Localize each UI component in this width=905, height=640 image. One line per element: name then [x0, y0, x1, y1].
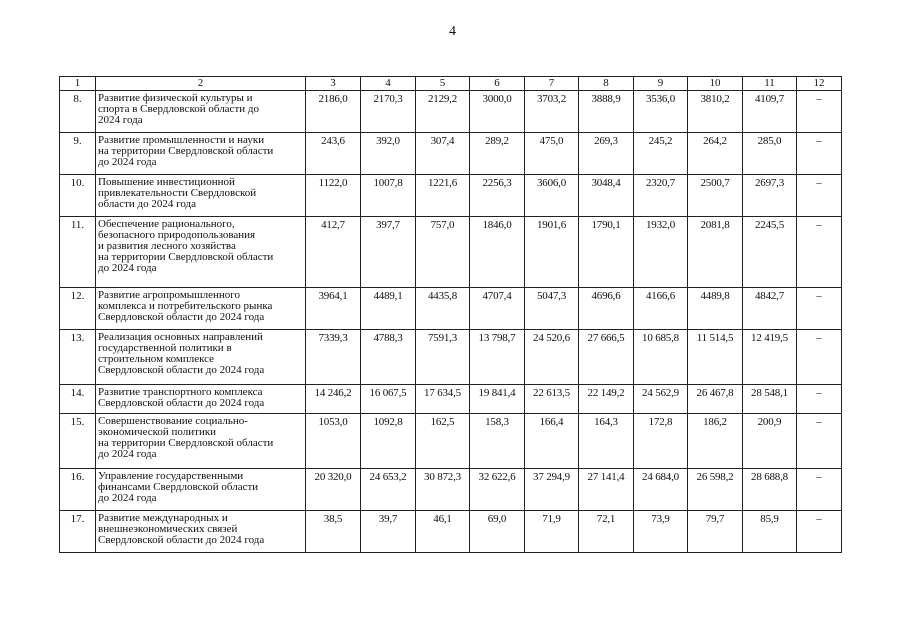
- value-cell: 72,1: [579, 511, 634, 553]
- value-cell: 85,9: [743, 511, 797, 553]
- value-cell: 158,3: [470, 414, 525, 469]
- value-cell: 16 067,5: [361, 385, 416, 414]
- value-cell: 412,7: [306, 217, 361, 288]
- value-cell: 28 688,8: [743, 469, 797, 511]
- header-cell: 2: [96, 77, 306, 91]
- value-cell: 27 666,5: [579, 330, 634, 385]
- dash-cell: –: [797, 330, 842, 385]
- value-cell: 392,0: [361, 133, 416, 175]
- value-cell: 1007,8: [361, 175, 416, 217]
- table-row: [60, 330, 842, 385]
- table-row: [60, 133, 842, 175]
- value-cell: 264,2: [688, 133, 743, 175]
- header-row: [60, 77, 842, 91]
- header-cell: 8: [579, 77, 634, 91]
- value-cell: 24 653,2: [361, 469, 416, 511]
- value-cell: 3703,2: [525, 91, 579, 133]
- program-name: Развитие физической культуры и спорта в Свердловской области до 2024 года: [96, 91, 306, 133]
- row-number: 13.: [60, 330, 96, 385]
- value-cell: 69,0: [470, 511, 525, 553]
- header-cell: 6: [470, 77, 525, 91]
- value-cell: 186,2: [688, 414, 743, 469]
- value-cell: 2256,3: [470, 175, 525, 217]
- value-cell: 245,2: [634, 133, 688, 175]
- value-cell: 4707,4: [470, 288, 525, 330]
- value-cell: 1901,6: [525, 217, 579, 288]
- row-number: 8.: [60, 91, 96, 133]
- value-cell: 285,0: [743, 133, 797, 175]
- row-number: 14.: [60, 385, 96, 414]
- row-number: 11.: [60, 217, 96, 288]
- dash-cell: –: [797, 288, 842, 330]
- value-cell: 20 320,0: [306, 469, 361, 511]
- header-cell: 9: [634, 77, 688, 91]
- header-cell: 5: [416, 77, 470, 91]
- value-cell: 10 685,8: [634, 330, 688, 385]
- program-name: Развитие агропромышленного комплекса и потребительского рынка Свердловской области до 2024 года: [96, 288, 306, 330]
- value-cell: 4489,1: [361, 288, 416, 330]
- value-cell: 79,7: [688, 511, 743, 553]
- dash-cell: –: [797, 175, 842, 217]
- programs-table: [59, 76, 842, 553]
- value-cell: 7591,3: [416, 330, 470, 385]
- dash-cell: –: [797, 385, 842, 414]
- value-cell: 22 613,5: [525, 385, 579, 414]
- value-cell: 269,3: [579, 133, 634, 175]
- dash-cell: –: [797, 217, 842, 288]
- dash-cell: –: [797, 414, 842, 469]
- value-cell: 4109,7: [743, 91, 797, 133]
- table-row: [60, 288, 842, 330]
- dash-cell: –: [797, 133, 842, 175]
- value-cell: 13 798,7: [470, 330, 525, 385]
- value-cell: 37 294,9: [525, 469, 579, 511]
- header-cell: 7: [525, 77, 579, 91]
- table-row: [60, 385, 842, 414]
- page-number: 4: [449, 24, 456, 39]
- table-row: [60, 414, 842, 469]
- value-cell: 1932,0: [634, 217, 688, 288]
- dash-cell: –: [797, 469, 842, 511]
- value-cell: 30 872,3: [416, 469, 470, 511]
- dash-cell: –: [797, 511, 842, 553]
- value-cell: 24 520,6: [525, 330, 579, 385]
- table-body: [60, 77, 842, 553]
- value-cell: 4489,8: [688, 288, 743, 330]
- header-cell: 3: [306, 77, 361, 91]
- value-cell: 28 548,1: [743, 385, 797, 414]
- value-cell: 26 598,2: [688, 469, 743, 511]
- value-cell: 166,4: [525, 414, 579, 469]
- value-cell: 73,9: [634, 511, 688, 553]
- value-cell: 4166,6: [634, 288, 688, 330]
- program-name: Развитие промышленности и науки на территории Свердловской области до 2024 года: [96, 133, 306, 175]
- value-cell: 475,0: [525, 133, 579, 175]
- value-cell: 162,5: [416, 414, 470, 469]
- value-cell: 3888,9: [579, 91, 634, 133]
- value-cell: 1053,0: [306, 414, 361, 469]
- value-cell: 4696,6: [579, 288, 634, 330]
- value-cell: 307,4: [416, 133, 470, 175]
- value-cell: 164,3: [579, 414, 634, 469]
- table-row: [60, 91, 842, 133]
- header-cell: 1: [60, 77, 96, 91]
- value-cell: 12 419,5: [743, 330, 797, 385]
- row-number: 16.: [60, 469, 96, 511]
- value-cell: 32 622,6: [470, 469, 525, 511]
- header-cell: 4: [361, 77, 416, 91]
- program-name: Развитие транспортного комплекса Свердловской области до 2024 года: [96, 385, 306, 414]
- value-cell: 4435,8: [416, 288, 470, 330]
- value-cell: 2170,3: [361, 91, 416, 133]
- value-cell: 2320,7: [634, 175, 688, 217]
- value-cell: 3964,1: [306, 288, 361, 330]
- value-cell: 24 684,0: [634, 469, 688, 511]
- value-cell: 2500,7: [688, 175, 743, 217]
- value-cell: 289,2: [470, 133, 525, 175]
- row-number: 15.: [60, 414, 96, 469]
- value-cell: 1790,1: [579, 217, 634, 288]
- value-cell: 2245,5: [743, 217, 797, 288]
- value-cell: 3000,0: [470, 91, 525, 133]
- program-name: Развитие международных и внешнеэкономических связей Свердловской области до 2024 года: [96, 511, 306, 553]
- program-name: Реализация основных направлений государственной политики в строительном комплексе Свердловской области до 2024 года: [96, 330, 306, 385]
- value-cell: 2697,3: [743, 175, 797, 217]
- value-cell: 757,0: [416, 217, 470, 288]
- header-cell: 12: [797, 77, 842, 91]
- value-cell: 2081,8: [688, 217, 743, 288]
- row-number: 9.: [60, 133, 96, 175]
- value-cell: 243,6: [306, 133, 361, 175]
- table-row: [60, 175, 842, 217]
- value-cell: 1122,0: [306, 175, 361, 217]
- value-cell: 1092,8: [361, 414, 416, 469]
- dash-cell: –: [797, 91, 842, 133]
- table-row: [60, 469, 842, 511]
- value-cell: 3536,0: [634, 91, 688, 133]
- program-name: Управление государственными финансами Свердловской области до 2024 года: [96, 469, 306, 511]
- row-number: 17.: [60, 511, 96, 553]
- value-cell: 17 634,5: [416, 385, 470, 414]
- row-number: 10.: [60, 175, 96, 217]
- value-cell: 4788,3: [361, 330, 416, 385]
- header-cell: 11: [743, 77, 797, 91]
- table-row: [60, 511, 842, 553]
- value-cell: 3810,2: [688, 91, 743, 133]
- value-cell: 3606,0: [525, 175, 579, 217]
- value-cell: 7339,3: [306, 330, 361, 385]
- value-cell: 39,7: [361, 511, 416, 553]
- value-cell: 397,7: [361, 217, 416, 288]
- value-cell: 4842,7: [743, 288, 797, 330]
- value-cell: 1846,0: [470, 217, 525, 288]
- value-cell: 22 149,2: [579, 385, 634, 414]
- value-cell: 19 841,4: [470, 385, 525, 414]
- value-cell: 11 514,5: [688, 330, 743, 385]
- value-cell: 38,5: [306, 511, 361, 553]
- program-name: Совершенствование социально- экономической политики на территории Свердловской области до 2024 года: [96, 414, 306, 469]
- value-cell: 46,1: [416, 511, 470, 553]
- value-cell: 200,9: [743, 414, 797, 469]
- value-cell: 2129,2: [416, 91, 470, 133]
- program-name: Обеспечение рационального, безопасного природопользования и развития лесного хозяйства на территории Свердловской области до 2024 года: [96, 217, 306, 288]
- table-row: [60, 217, 842, 288]
- value-cell: 5047,3: [525, 288, 579, 330]
- value-cell: 14 246,2: [306, 385, 361, 414]
- value-cell: 1221,6: [416, 175, 470, 217]
- value-cell: 172,8: [634, 414, 688, 469]
- value-cell: 71,9: [525, 511, 579, 553]
- value-cell: 24 562,9: [634, 385, 688, 414]
- value-cell: 2186,0: [306, 91, 361, 133]
- header-cell: 10: [688, 77, 743, 91]
- program-name: Повышение инвестиционной привлекательности Свердловской области до 2024 года: [96, 175, 306, 217]
- value-cell: 26 467,8: [688, 385, 743, 414]
- value-cell: 3048,4: [579, 175, 634, 217]
- row-number: 12.: [60, 288, 96, 330]
- value-cell: 27 141,4: [579, 469, 634, 511]
